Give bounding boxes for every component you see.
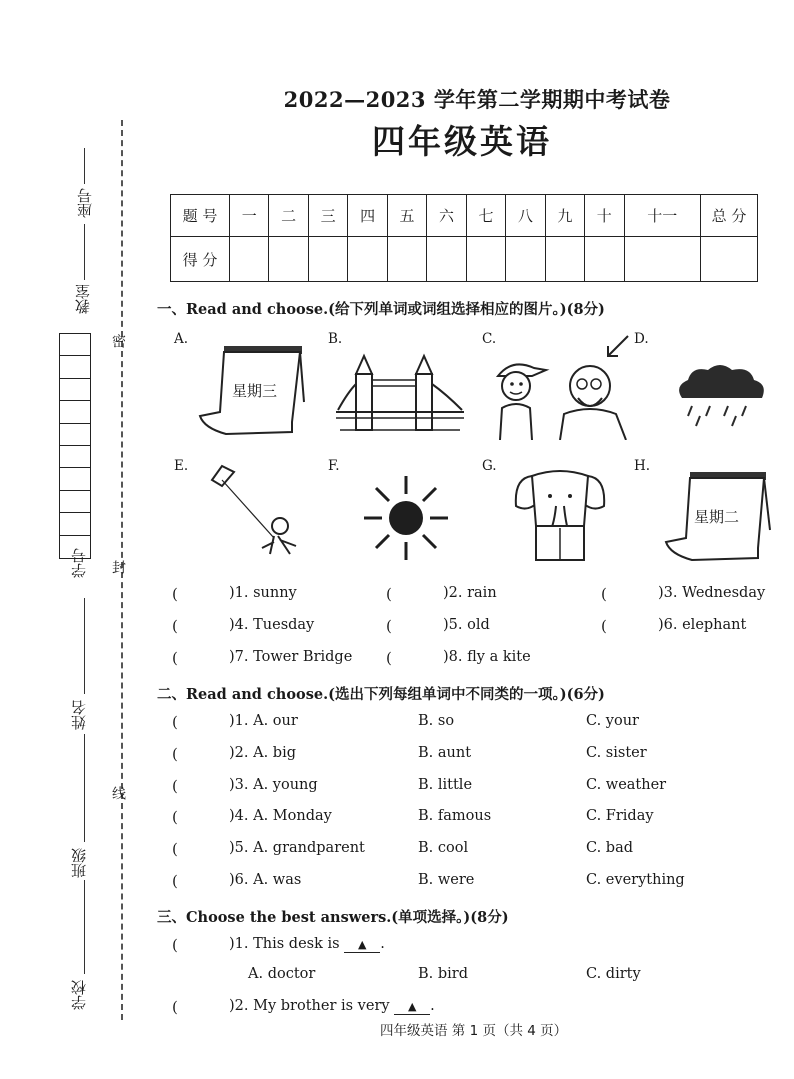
score-col-header: 八 [506,195,545,237]
score-cell[interactable] [348,237,387,282]
kite-picture [204,460,304,564]
option-a: )3. A. young [229,777,318,793]
option-c: C. bad [586,840,634,856]
section3-heading: 三、Choose the best answers.(单项选择。)(8分) [157,909,509,926]
score-col-header: 十一 [624,195,700,237]
item-text: )5. old [443,617,490,633]
seal-mark-3: 线 [110,786,126,800]
seat-label: 座号 [76,188,94,218]
answer-blank[interactable]: ▲ [344,938,380,953]
elephant-picture [510,466,610,566]
score-cell[interactable] [624,237,700,282]
item-text: )2. rain [443,585,497,601]
class-label: 班级 [70,848,88,878]
answer-paren[interactable]: ( [172,998,178,1016]
answer-paren[interactable]: ( [172,745,178,763]
name-label: 姓名 [70,700,88,730]
option-c: C. weather [586,777,667,793]
option-a: )6. A. was [229,872,302,888]
answer-paren[interactable]: ( [172,713,178,731]
item-text: )3. Wednesday [658,585,766,601]
room-fill-line [84,224,85,280]
room-label: 教室 [74,284,92,314]
score-cell[interactable] [387,237,426,282]
answer-paren[interactable]: ( [172,872,178,890]
score-col-header: 二 [269,195,308,237]
school-label: 学校 [70,980,88,1010]
school-fill-line [84,880,85,974]
option-b: B. famous [418,808,492,824]
answer-paren[interactable]: ( [172,649,178,667]
option-c: C. sister [586,745,647,761]
score-table [170,194,758,282]
score-cell[interactable] [269,237,308,282]
young-boy-picture [488,356,550,440]
answer-paren[interactable]: ( [172,808,178,826]
answer-paren[interactable]: ( [172,936,178,954]
item-text: )1. sunny [229,585,297,601]
question-stem-end: . [430,998,435,1014]
answer-paren[interactable]: ( [172,617,178,635]
section2-heading: 二、Read and choose.(选出下列每组单词中不同类的一项。)(6分) [157,686,605,703]
question-stem [229,998,435,1015]
picture-label-h: H. [634,458,651,474]
score-col-header: 总 分 [701,195,758,237]
score-col-header: 十 [585,195,624,237]
option-c: C. Friday [586,808,654,824]
name-fill-line [84,598,85,694]
answer-paren[interactable]: ( [601,585,607,603]
option-a: )5. A. grandparent [229,840,365,856]
picture-label-c: C. [482,331,497,347]
picture-label-b: B. [328,331,343,347]
answer-paren[interactable]: ( [601,617,607,635]
picture-label-a: A. [174,331,189,347]
calendar-wednesday-picture [196,342,308,442]
id-label: 学号 [70,548,88,578]
old-man-picture [556,352,636,440]
class-fill-line [84,734,85,842]
rain-cloud-picture [672,360,770,428]
option-a: )1. A. our [229,713,298,729]
item-text: )4. Tuesday [229,617,315,633]
score-cell[interactable] [230,237,269,282]
seal-mark-2: 封 [110,560,126,574]
answer-blank[interactable]: ▲ [394,1000,430,1015]
score-col-header: 一 [230,195,269,237]
answer-paren[interactable]: ( [386,617,392,635]
option-c: C. your [586,713,639,729]
score-cell[interactable] [701,237,758,282]
score-col-header: 九 [545,195,584,237]
student-id-boxes[interactable] [59,333,91,559]
answer-paren[interactable]: ( [172,585,178,603]
picture-label-d: D. [634,331,649,347]
arrow-icon [604,334,630,360]
option-b: B. so [418,713,455,729]
score-col-header: 七 [466,195,505,237]
score-row-label: 得 分 [171,237,230,282]
question-stem [229,936,385,953]
option-c: C. dirty [586,966,641,982]
picture-label-e: E. [174,458,189,474]
picture-label-f: F. [328,458,340,474]
item-text: )8. fly a kite [443,649,531,665]
score-col-header: 五 [387,195,426,237]
item-text: )7. Tower Bridge [229,649,353,665]
score-cell[interactable] [545,237,584,282]
question-stem-text: )1. This desk is [229,936,340,952]
option-b: B. aunt [418,745,472,761]
option-b: B. were [418,872,475,888]
section1-heading: 一、Read and choose.(给下列单词或词组选择相应的图片。)(8分) [157,301,605,318]
score-col-header: 四 [348,195,387,237]
tower-bridge-picture [336,352,464,434]
option-b: B. little [418,777,473,793]
calendar-tuesday-picture [662,470,774,566]
exam-subject: 四年级英语 [372,122,552,161]
answer-paren[interactable]: ( [172,777,178,795]
option-c: C. everything [586,872,685,888]
page-footer: 四年级英语 第 1 页（共 4 页） [380,1023,568,1039]
exam-title: 2022—2023 学年第二学期期中考试卷 [283,87,671,112]
option-a: A. doctor [248,966,316,982]
sun-picture [362,474,450,562]
question-stem-text: )2. My brother is very [229,998,390,1014]
score-col-header: 六 [427,195,466,237]
score-col-header: 三 [308,195,347,237]
option-a: )2. A. big [229,745,296,761]
calendar-h-text: 星期二 [694,508,740,526]
score-cell[interactable] [308,237,347,282]
calendar-a-text: 星期三 [232,382,278,400]
option-b: B. cool [418,840,469,856]
answer-paren[interactable]: ( [386,649,392,667]
score-row-label: 题 号 [171,195,230,237]
score-cell[interactable] [466,237,505,282]
question-stem-end: . [380,936,385,952]
option-b: B. bird [418,966,469,982]
answer-paren[interactable]: ( [386,585,392,603]
option-a: )4. A. Monday [229,808,332,824]
seal-mark-1: 密 [110,334,126,348]
score-cell[interactable] [506,237,545,282]
picture-label-g: G. [482,458,497,474]
answer-paren[interactable]: ( [172,840,178,858]
score-cell[interactable] [427,237,466,282]
item-text: )6. elephant [658,617,747,633]
score-cell[interactable] [585,237,624,282]
